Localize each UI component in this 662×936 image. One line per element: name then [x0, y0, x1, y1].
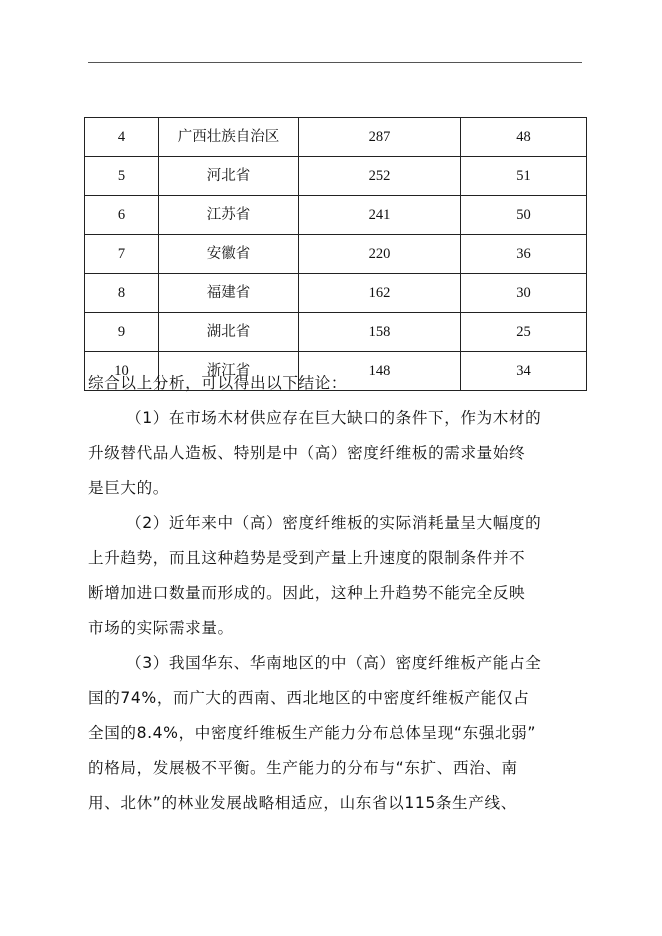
table-row	[85, 235, 587, 274]
paragraph-line: （1）在市场木材供应存在巨大缺口的条件下，作为木材的	[126, 409, 542, 427]
paragraph-line: 用、北休”的林业发展战略相适应，山东省以115条生产线、	[88, 794, 517, 812]
table-row	[85, 157, 587, 196]
value2-cell: 25	[461, 313, 587, 352]
province-cell: 福建省	[159, 274, 299, 313]
value1-cell: 287	[299, 118, 461, 157]
province-cell: 江苏省	[159, 196, 299, 235]
value1-cell: 162	[299, 274, 461, 313]
value1-cell: 148	[299, 352, 461, 391]
value1-cell: 252	[299, 157, 461, 196]
conclusion-paragraph-2	[88, 506, 588, 646]
value2-cell: 30	[461, 274, 587, 313]
rank-cell: 4	[85, 118, 159, 157]
province-capacity-table	[84, 117, 587, 391]
paragraph-line: 市场的实际需求量。	[88, 619, 234, 637]
value2-cell: 34	[461, 352, 587, 391]
province-cell: 广西壮族自治区	[159, 118, 299, 157]
rank-cell: 7	[85, 235, 159, 274]
rank-cell: 10	[85, 352, 159, 391]
paragraph-line: 全国的8.4%，中密度纤维板生产能力分布总体呈现“东强北弱”	[88, 724, 537, 742]
province-cell: 安徽省	[159, 235, 299, 274]
table-row	[85, 118, 587, 157]
conclusion-intro	[88, 366, 588, 401]
province-cell: 河北省	[159, 157, 299, 196]
conclusion-paragraph-1	[88, 401, 588, 506]
value2-cell: 51	[461, 157, 587, 196]
paragraph-line: 断增加进口数量而形成的。因此，这种上升趋势不能完全反映	[88, 584, 526, 602]
paragraph-line: 上升趋势，而且这种趋势是受到产量上升速度的限制条件并不	[88, 549, 526, 567]
rank-cell: 9	[85, 313, 159, 352]
province-cell: 湖北省	[159, 313, 299, 352]
conclusion-paragraph-3	[88, 646, 588, 821]
table-row	[85, 196, 587, 235]
paragraph-line: （2）近年来中（高）密度纤维板的实际消耗量呈大幅度的	[126, 514, 542, 532]
rank-cell: 6	[85, 196, 159, 235]
value1-cell: 158	[299, 313, 461, 352]
table-row	[85, 274, 587, 313]
paragraph-line: 国的74%，而广大的西南、西北地区的中密度纤维板产能仅占	[88, 689, 530, 707]
paragraph-line: 是巨大的。	[88, 479, 169, 497]
value1-cell: 241	[299, 196, 461, 235]
page-header-rule	[88, 62, 582, 63]
value2-cell: 50	[461, 196, 587, 235]
rank-cell: 5	[85, 157, 159, 196]
paragraph-line: 的格局，发展极不平衡。生产能力的分布与“东扩、西治、南	[88, 759, 518, 777]
table-body	[85, 118, 587, 391]
rank-cell: 8	[85, 274, 159, 313]
value2-cell: 48	[461, 118, 587, 157]
paragraph-line: 综合以上分析，可以得出以下结论：	[88, 374, 348, 392]
paragraph-line: 升级替代品人造板、特别是中（高）密度纤维板的需求量始终	[88, 444, 526, 462]
table-row	[85, 313, 587, 352]
paragraph-line: （3）我国华东、华南地区的中（高）密度纤维板产能占全	[126, 654, 542, 672]
province-cell: 浙江省	[159, 352, 299, 391]
value2-cell: 36	[461, 235, 587, 274]
value1-cell: 220	[299, 235, 461, 274]
